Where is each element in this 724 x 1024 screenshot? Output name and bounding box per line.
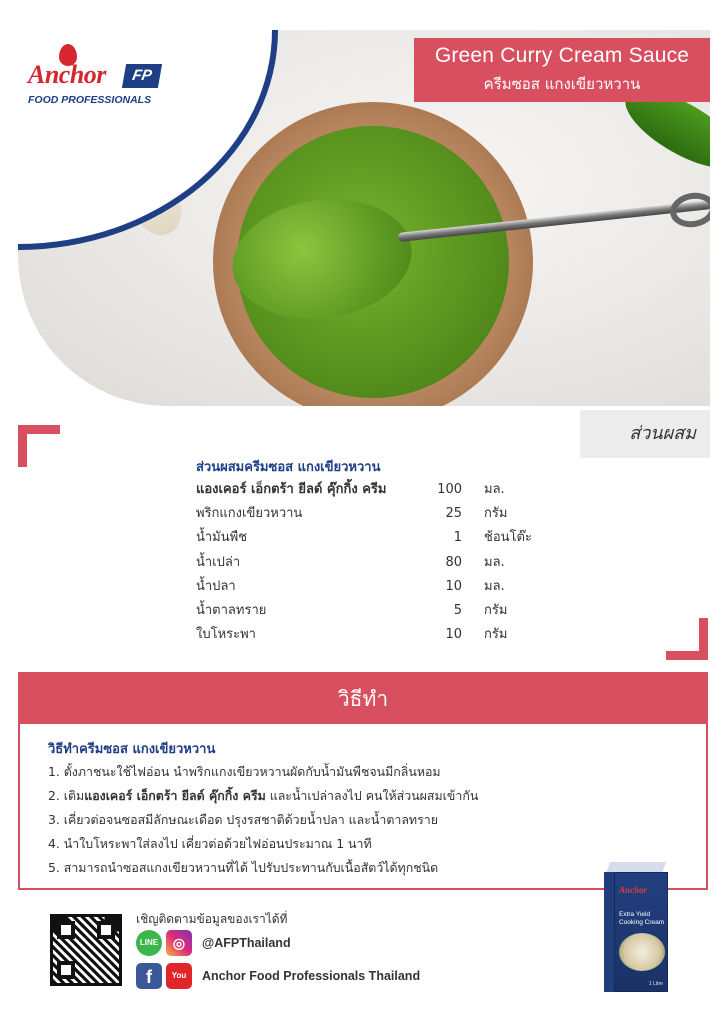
ingredients-tab: ส่วนผสม <box>580 410 710 458</box>
method-step <box>48 856 690 880</box>
ingredient-name: น้ำปลา <box>196 578 236 594</box>
line-icon[interactable]: LINE <box>136 930 162 956</box>
method-step-text: 1. ตั้งภาชนะใช้ไฟอ่อน นำพริกแกงเขียวหวานผัดกับน้ำมันพืชจนมีกลิ่นหอม <box>48 764 441 779</box>
ingredient-row <box>196 551 556 575</box>
logo-wordmark: Anchor <box>28 60 106 89</box>
recipe-title-box <box>414 38 710 102</box>
ingredient-row <box>196 575 556 599</box>
instagram-handle[interactable]: @AFPThailand <box>202 936 291 950</box>
ingredient-row <box>196 502 556 526</box>
pack-brand: Anchor <box>619 885 648 895</box>
ingredients-list <box>196 478 556 647</box>
method-header: วิธีทำ <box>20 674 706 724</box>
method-step-product-name: แองเคอร์ เอ็กตร้า ยีลด์ คุ๊กกิ้ง ครีม <box>84 788 266 803</box>
method-step <box>48 784 690 808</box>
ingredient-row <box>196 478 556 502</box>
method-step-text: 2. เติม <box>48 788 85 803</box>
corner-bracket-top-left <box>18 425 60 467</box>
qr-finder-top-right <box>97 921 115 939</box>
method-step <box>48 832 690 856</box>
pack-volume: 1 Litre <box>649 981 663 987</box>
ingredient-unit: มล. <box>484 554 505 570</box>
qr-finder-bottom-left <box>57 961 75 979</box>
anchor-fp-logo <box>28 42 168 108</box>
method-step-text: และน้ำเปล่าลงไป คนให้ส่วนผสมเข้ากัน <box>265 788 479 803</box>
pack-food-photo <box>619 933 665 971</box>
ingredient-name: น้ำมันพืช <box>196 530 248 546</box>
recipe-title-en: Green Curry Cream Sauce <box>434 44 690 67</box>
facebook-icon[interactable]: f <box>136 963 162 989</box>
qr-finder-top-left <box>57 921 75 939</box>
method-step <box>48 808 690 832</box>
ingredient-row <box>196 526 556 550</box>
method-title: วิธีทำครีมซอส แกงเขียวหวาน <box>48 742 216 757</box>
ingredient-name: ใบโหระพา <box>196 627 256 643</box>
ingredient-qty: 5 <box>453 602 462 618</box>
youtube-icon[interactable]: You Tube <box>166 963 192 989</box>
ingredient-qty: 10 <box>445 627 462 643</box>
pack-side <box>604 872 614 992</box>
logo-tagline: FOOD PROFESSIONALS <box>28 94 152 106</box>
ingredient-name: น้ำตาลทราย <box>196 602 267 618</box>
logo-fp-badge: FP <box>122 64 162 88</box>
ingredient-qty: 100 <box>437 482 462 497</box>
ingredient-qty: 10 <box>445 578 462 594</box>
recipe-title-th: ครีมซอส แกงเขียวหวาน <box>483 75 641 93</box>
ingredient-qty: 25 <box>445 506 462 522</box>
product-pack-image <box>604 862 668 992</box>
instagram-icon[interactable]: ◎ <box>166 930 192 956</box>
spoon-handle-end <box>667 189 710 230</box>
ingredient-unit: มล. <box>484 578 505 594</box>
method-step-text: 3. เคี่ยวต่อจนซอสมีลักษณะเดือด ปรุงรสชาติด้วยน้ำปลา และน้ำตาลทราย <box>48 812 438 827</box>
qr-code[interactable] <box>50 914 122 986</box>
ingredient-row <box>196 599 556 623</box>
ingredient-row <box>196 623 556 647</box>
ingredient-name: แองเคอร์ เอ็กตร้า ยีลด์ คุ๊กกิ้ง ครีม <box>196 482 387 497</box>
ingredient-unit: กรัม <box>484 506 508 522</box>
ingredient-qty: 80 <box>445 554 462 570</box>
ingredient-unit: กรัม <box>484 602 508 618</box>
corner-bracket-bottom-right <box>666 618 708 660</box>
ingredient-unit: กรัม <box>484 627 508 643</box>
method-steps <box>48 760 690 880</box>
pack-front <box>614 872 668 992</box>
method-section <box>18 672 708 890</box>
ingredient-name: พริกแกงเขียวหวาน <box>196 506 303 522</box>
method-step-text: 4. นำใบโหระพาใส่ลงไป เคี่ยวต่อด้วยไฟอ่อนประมาณ 1 นาที <box>48 836 372 851</box>
method-step <box>48 760 690 784</box>
method-step-text: 5. สามารถนำซอสแกงเขียวหวานที่ได้ ไปรับประทานกับเนื้อสัตว์ได้ทุกชนิด <box>48 860 439 875</box>
ingredient-qty: 1 <box>453 530 462 546</box>
follow-us-text: เชิญติดตามข้อมูลของเราได้ที่ <box>136 912 288 926</box>
ingredient-unit: มล. <box>484 482 505 497</box>
ingredient-name: น้ำเปล่า <box>196 554 241 570</box>
ingredients-heading: ส่วนผสมครีมซอส แกงเขียวหวาน <box>196 460 381 475</box>
ingredient-unit: ช้อนโต๊ะ <box>484 530 532 546</box>
facebook-page-name[interactable]: Anchor Food Professionals Thailand <box>202 969 421 983</box>
pack-product-name: Extra Yield Cooking Cream <box>619 911 665 926</box>
